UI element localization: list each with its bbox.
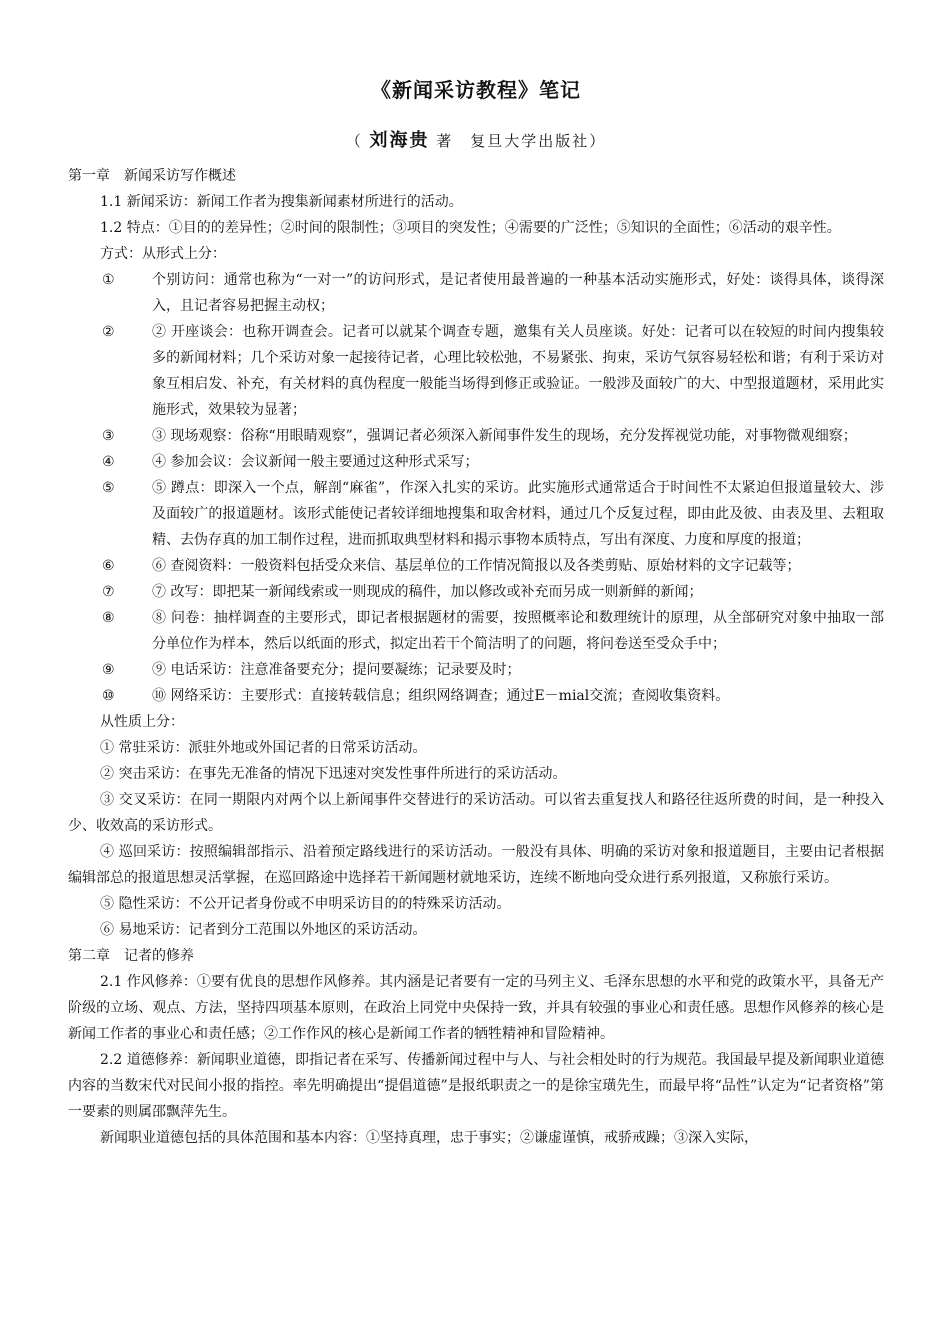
form-heading: 方式：从形式上分： [100,246,226,262]
form-item-text: ③ 现场观察：俗称“用眼睛观察”，强调记者必须深入新闻事件发生的现场，充分发挥视觉功能，对事物微观细察； [152,428,857,444]
form-item [68,449,884,475]
form-item-marker: ⑤ [102,480,115,496]
form-item-text: ⑥ 查阅资料：一般资料包括受众来信、基层单位的工作情况简报以及各类剪贴、原始材料的文字记载等； [152,558,801,574]
form-item [68,657,884,683]
chapter-2-heading: 第二章 记者的修养 [68,948,194,964]
subtitle-open-paren: （ [345,132,363,150]
form-item-marker: ③ [102,428,115,444]
form-item-marker: ⑧ [102,610,115,626]
nature-item: ① 常驻采访：派驻外地或外国记者的日常采访活动。 [100,740,427,756]
form-item-marker: ④ [102,454,115,470]
nature-item: ② 突击采访：在事先无准备的情况下迅速对突发性事件所进行的采访活动。 [100,766,567,782]
chapter-1-heading: 第一章 新闻采访写作概述 [68,168,236,184]
form-item-text: 个别访问：通常也称为“一对一”的访问形式，是记者使用最普遍的一种基本活动实施形式，好处：谈得具体，谈得深入，且记者容易把握主动权； [152,272,884,314]
form-item-marker: ① [102,272,115,288]
form-item-text: ⑧ 问卷：抽样调查的主要形式，即记者根据题材的需要，按照概率论和数理统计的原理，从全部研究对象中抽取一部分单位作为样本，然后以纸面的形式，拟定出若干个简洁明了的问题，将问卷送至受众手中； [152,610,884,652]
form-item [68,605,884,657]
author-name: 刘海贵 [369,130,430,151]
form-item-marker: ⑩ [102,688,115,704]
form-item-text: ⑦ 改写：即把某一新闻线索或一则现成的稿件，加以修改或补充而另成一则新鲜的新闻； [152,584,703,600]
section-2-2: 2.2 道德修养：新闻职业道德，即指记者在采写、传播新闻过程中与人、与社会相处时的行为规范。我国最早提及新闻职业道德内容的当数宋代对民间小报的指控。率先明确提出“提倡道德”是报纸职责之一的是徐宝璜先生，而最早将“品性”认定为“记者资格”第一要素的则属邵飘萍先生。 [68,1052,884,1120]
section-2-3: 新闻职业道德包括的具体范围和基本内容：①坚持真理，忠于事实；②谦虚谨慎，戒骄戒躁；③深入实际， [100,1130,758,1146]
document-body [68,163,884,1151]
form-item [68,475,884,553]
form-item [68,319,884,423]
section-2-1: 2.1 作风修养：①要有优良的思想作风修养。其内涵是记者要有一定的马列主义、毛泽东思想的水平和党的政策水平，具备无产阶级的立场、观点、方法，坚持四项基本原则，在政治上同党中央保持一致，并具有较强的事业心和责任感。思想作风修养的核心是新闻工作者的事业心和责任感；②工作作风的核心是新闻工作者的牺牲精神和冒险精神。 [68,974,884,1042]
document-subtitle [68,126,884,152]
form-item-text: ⑤ 蹲点：即深入一个点，解剖“麻雀”，作深入扎实的采访。此实施形式通常适合于时间性不太紧迫但报道量较大、涉及面较广的报道题材。该形式能使记者较详细地搜集和取舍材料，通过几个反复过程，即由此及彼、由表及里、去粗取精、去伪存真的加工制作过程，进而抓取典型材料和揭示事物本质特点，写出有深度、力度和厚度的报道； [152,480,884,548]
form-item [68,553,884,579]
form-item [68,423,884,449]
form-item-marker: ⑦ [102,584,115,600]
form-item-text: ⑩ 网络采访：主要形式：直接转载信息；组织网络调查；通过E－mial交流；查阅收集资料。 [152,688,730,704]
form-item [68,683,884,709]
nature-item: ⑥ 易地采访：记者到分工范围以外地区的采访活动。 [100,922,427,938]
form-item-marker: ⑥ [102,558,115,574]
nature-item: ③ 交叉采访：在同一期限内对两个以上新闻事件交替进行的采访活动。可以省去重复找人和路径往返所费的时间，是一种投入少、收效高的采访形式。 [68,792,884,834]
document-title: 《新闻采访教程》笔记 [371,78,581,102]
form-item [68,267,884,319]
form-item [68,579,884,605]
subtitle-publisher: 著 复旦大学出版社） [436,132,607,150]
nature-item: ④ 巡回采访：按照编辑部指示、沿着预定路线进行的采访活动。一般没有具体、明确的采访对象和报道题目，主要由记者根据编辑部总的报道思想灵活掌握，在巡回路途中选择若干新闻题材就地采访，连续不断地向受众进行系列报道，又称旅行采访。 [68,844,884,886]
form-item-text: ② 开座谈会：也称开调查会。记者可以就某个调查专题，邀集有关人员座谈。好处：记者可以在较短的时间内搜集较多的新闻材料；几个采访对象一起接待记者，心理比较松弛，不易紧张、拘束，采访气氛容易轻松和谐；有利于采访对象互相启发、补充，有关材料的真伪程度一般能当场得到修正或验证。一般涉及面较广的大、中型报道题材，采用此实施形式，效果较为显著； [152,324,884,418]
form-item-text: ④ 参加会议：会议新闻一般主要通过这种形式采写； [152,454,479,470]
section-1-2: 1.2 特点：①目的的差异性；②时间的限制性；③项目的突发性；④需要的广泛性；⑤知识的全面性；⑥活动的艰辛性。 [100,220,841,236]
nature-heading: 从性质上分： [100,714,184,730]
form-item-marker: ② [102,324,115,340]
form-item-text: ⑨ 电话采访：注意准备要充分；提问要凝练；记录要及时； [152,662,521,678]
section-1-1: 1.1 新闻采访：新闻工作者为搜集新闻素材所进行的活动。 [100,194,463,210]
nature-item: ⑤ 隐性采访：不公开记者身份或不申明采访目的的特殊采访活动。 [100,896,511,912]
form-item-marker: ⑨ [102,662,115,678]
